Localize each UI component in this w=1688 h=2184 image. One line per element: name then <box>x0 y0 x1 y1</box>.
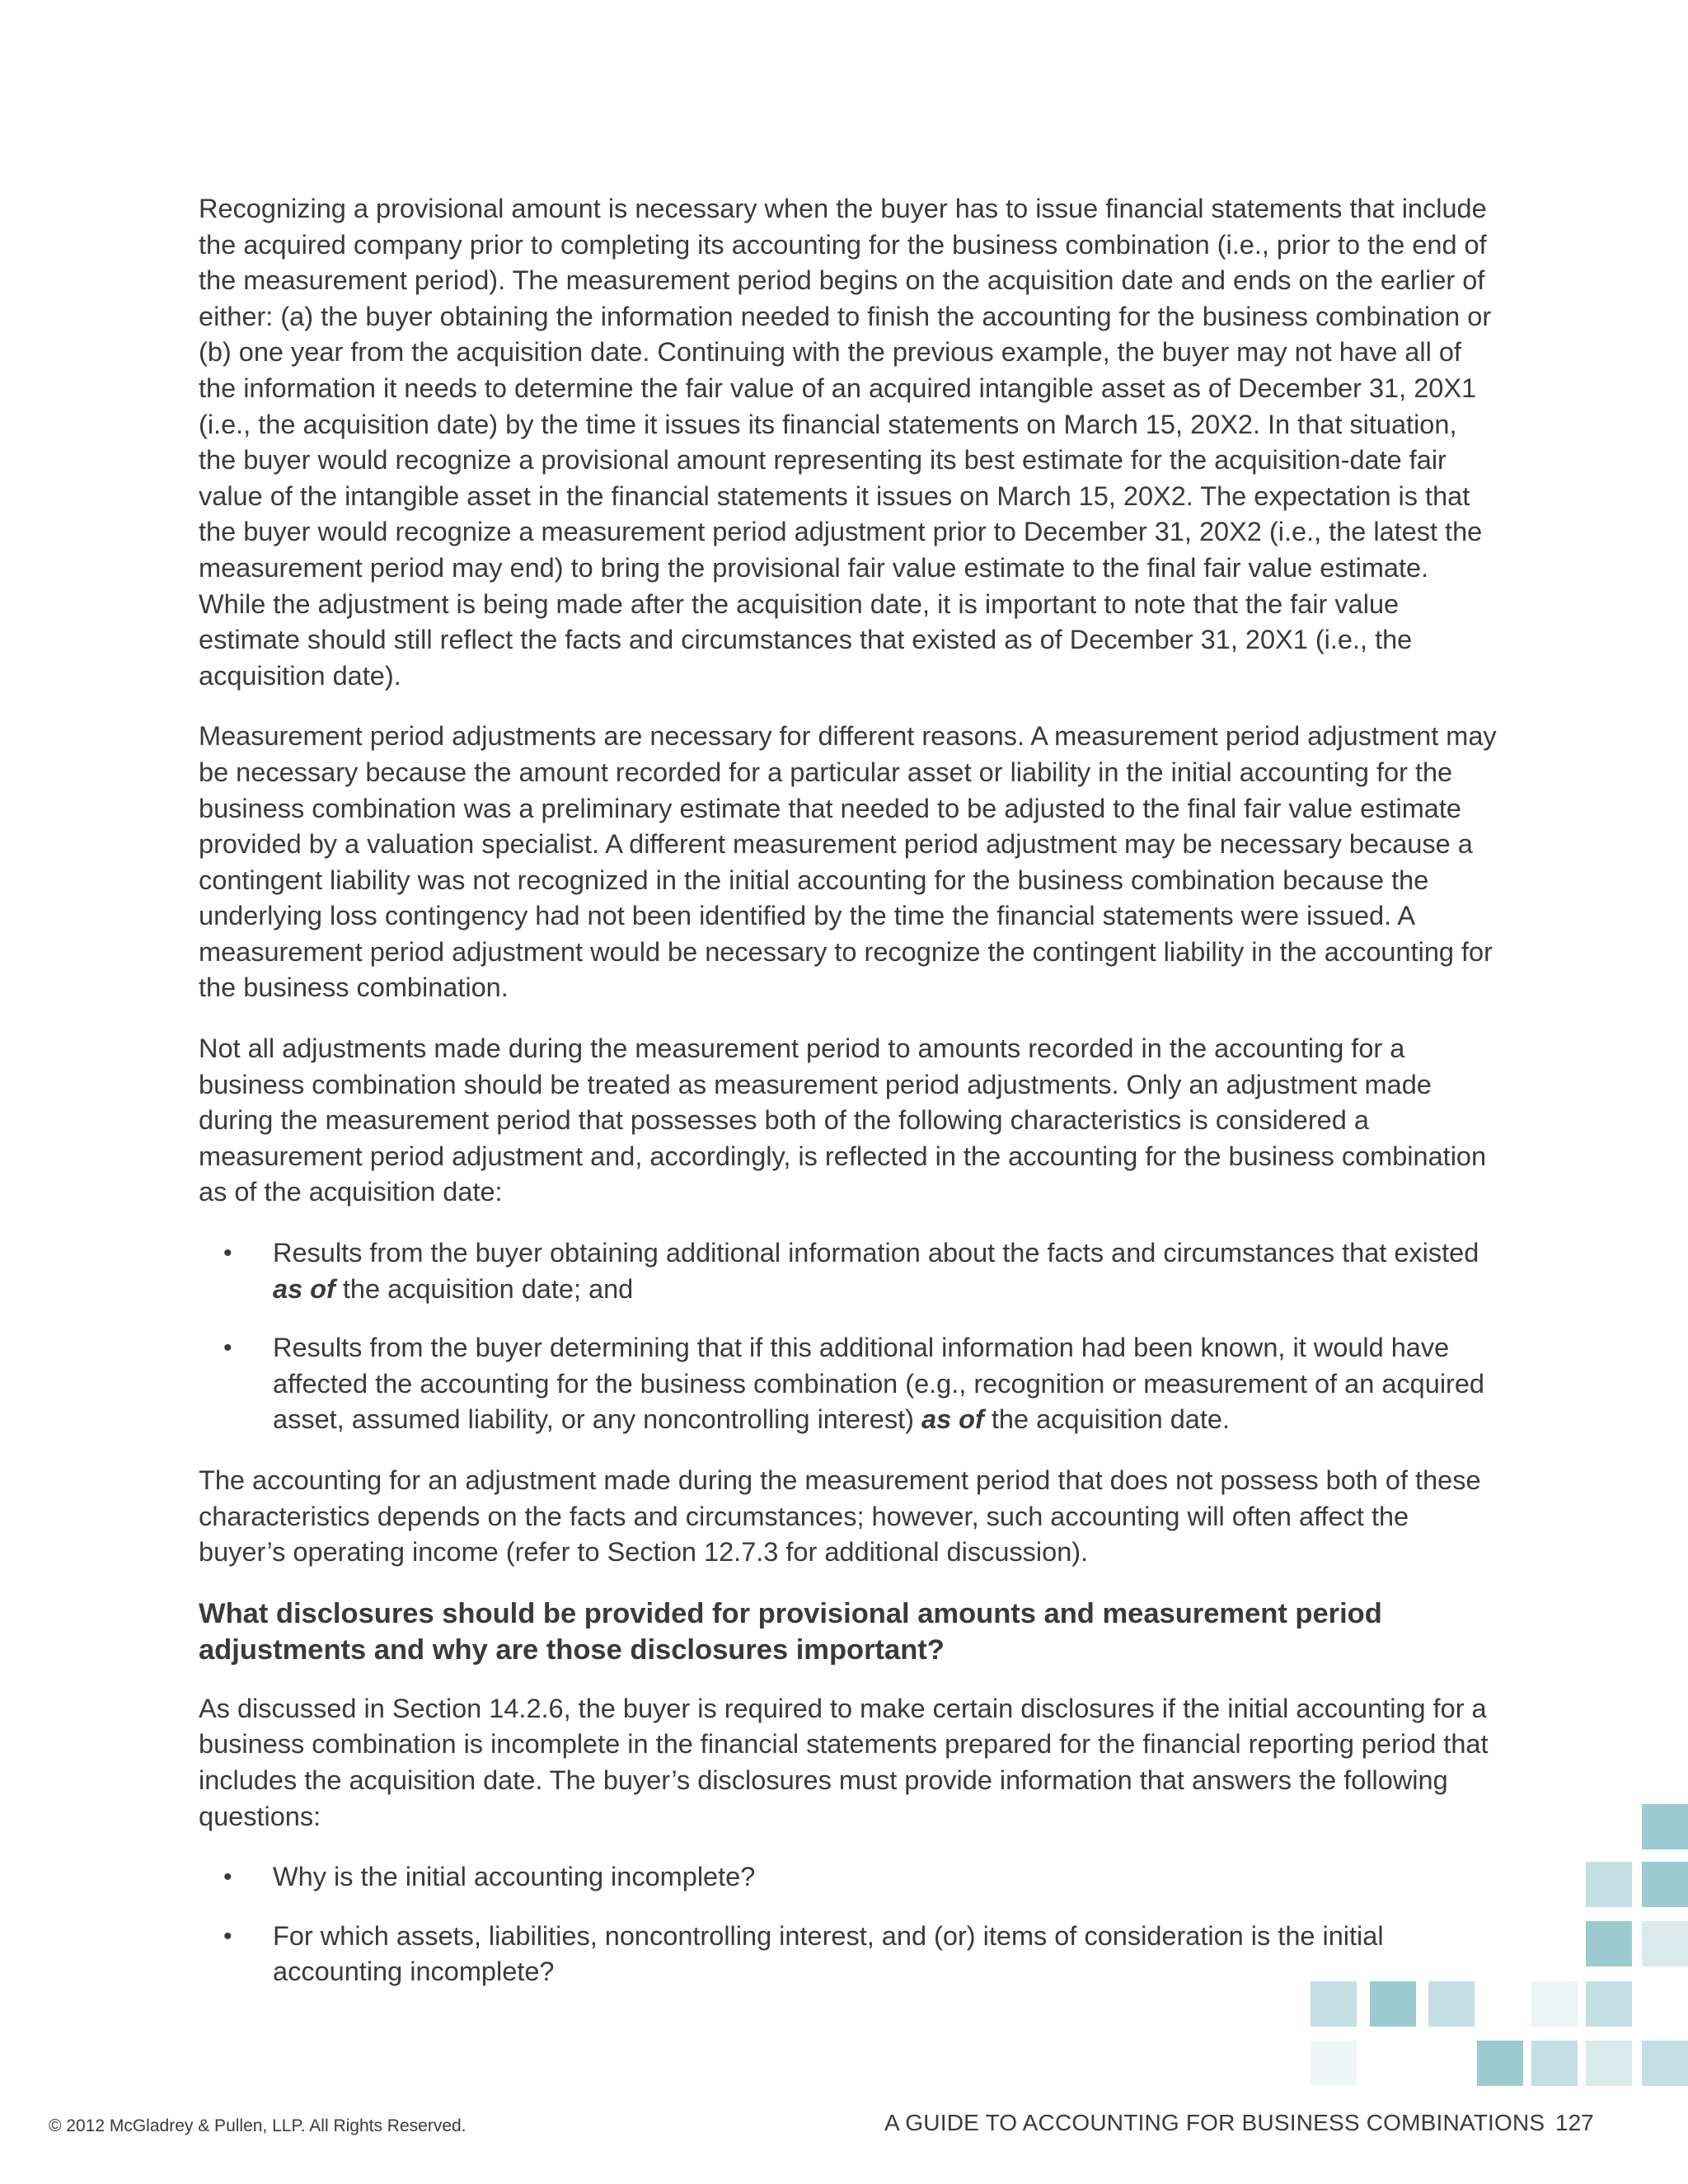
bullet-tail: the acquisition date. <box>983 1404 1230 1435</box>
list-item <box>199 1330 1501 1438</box>
decorative-tile <box>1428 1981 1475 2027</box>
decorative-tile <box>1642 1862 1688 1907</box>
main-content <box>199 191 1501 2015</box>
decorative-tile <box>1586 1921 1632 1966</box>
bullet-emphasis: as of <box>273 1273 335 1304</box>
paragraph-not-all-adjustments: Not all adjustments made during the measurement period to amounts recorded in the accounting for a business combination should be treated as measurement period adjustments. Only an adjustment made during the measurement period that possesses both of the following characteristics is considered a measurement period adjustment and, accordingly, is reflected in the accounting for the business combination as of the acquisition date: <box>199 1033 1487 1207</box>
bullet-text: Results from the buyer determining that if this additional information had been known, it would have affected the accounting for the business combination (e.g., recognition or measurement of an acquired asset, assumed liability, or any noncontrolling interest) <box>273 1333 1485 1435</box>
footer-guide-title: A GUIDE TO ACCOUNTING FOR BUSINESS COMBINATIONS <box>884 2110 1545 2135</box>
paragraph-measurement-adjustments: Measurement period adjustments are necessary for different reasons. A measurement period adjustment may be necessary because the amount recorded for a particular asset or liability in the initial accounting for the business combination was a preliminary estimate that needed to be adjusted to the final fair value estimate provided by a valuation specialist. A different measurement period adjustment may be necessary because a contingent liability was not recognized in the initial accounting for the business combination because the underlying loss contingency had not been identified by the time the financial statements were issued. A measurement period adjustment would be necessary to recognize the contingent liability in the accounting for the business combination. <box>199 721 1497 1003</box>
page-number: 127 <box>1555 2110 1594 2135</box>
decorative-tile <box>1311 2041 1357 2086</box>
paragraph-provisional-amount: Recognizing a provisional amount is necessary when the buyer has to issue financial statements that include the acquired company prior to completing its accounting for the business combination (i.e., prior to the end of the measurement period). The measurement period begins on the acquisition date and ends on the earlier of either: (a) the buyer obtaining the information needed to finish the accounting for the business combination or (b) one year from the acquisition date. Continuing with the previous example, the buyer may not have all of the information it needs to determine the fair value of an acquired intangible asset as of December 31, 20X1 (i.e., the acquisition date) by the time it issues its financial statements on March 15, 20X2. In that situation, the buyer would recognize a provisional amount representing its best estimate for the acquisition-date fair value of the intangible asset in the financial statements it issues on March 15, 20X2. The expectation is that the buyer would recognize a measurement period adjustment prior to December 31, 20X2 (i.e., the latest the measurement period may end) to bring the provisional fair value estimate to the final fair value estimate. While the adjustment is being made after the acquisition date, it is important to note that the fair value estimate should still reflect the facts and circumstances that existed as of December 31, 20X1 (i.e., the acquisition date). <box>199 194 1492 691</box>
decorative-tile <box>1642 2041 1688 2086</box>
bullet-emphasis: as of <box>921 1404 984 1435</box>
bullet-icon: • <box>223 1863 232 1891</box>
decorative-tile <box>1531 1981 1578 2027</box>
list-item <box>199 1235 1501 1307</box>
paragraph-accounting-adjustment: The accounting for an adjustment made during the measurement period that does not possess both of these characteristics depends on the facts and circumstances; however, such accounting will often affect the buyer’s operating income (refer to Section 12.7.3 for additional discussion). <box>199 1465 1481 1568</box>
section-heading: What disclosures should be provided for provisional amounts and measurement period adjustments and why are those disclosures important? <box>199 1597 1382 1666</box>
decorative-tile <box>1642 1921 1688 1966</box>
decorative-tile <box>1370 1981 1416 2027</box>
list-item <box>199 1919 1501 1990</box>
bullet-icon: • <box>223 1334 232 1362</box>
decorative-tile <box>1531 2041 1578 2086</box>
questions-list <box>199 1859 1501 1990</box>
list-item <box>199 1859 1501 1896</box>
characteristics-list <box>199 1235 1501 1438</box>
bullet-icon: • <box>223 1240 232 1268</box>
decorative-tile <box>1586 1981 1632 2027</box>
bullet-text: For which assets, liabilities, noncontrolling interest, and (or) items of consideration is the initial accounting incomplete? <box>273 1920 1384 1987</box>
decorative-tile <box>1586 2041 1632 2086</box>
decorative-tile <box>1477 2041 1523 2086</box>
decorative-tile <box>1642 1804 1688 1849</box>
bullet-icon: • <box>223 1922 232 1950</box>
bullet-text: Results from the buyer obtaining additional information about the facts and circumstances that existed <box>273 1238 1479 1268</box>
decorative-tile <box>1586 1862 1632 1907</box>
footer-copyright: © 2012 McGladrey & Pullen, LLP. All Rights Reserved. <box>49 2116 467 2135</box>
decorative-tile <box>1311 1981 1357 2027</box>
bullet-tail: the acquisition date; and <box>335 1273 634 1304</box>
paragraph-disclosures: As discussed in Section 14.2.6, the buyer is required to make certain disclosures if the initial accounting for a business combination is incomplete in the financial statements prepared for the financial reporting period that includes the acquisition date. The buyer’s disclosures must provide information that answers the following questions: <box>199 1693 1489 1831</box>
bullet-text: Why is the initial accounting incomplete? <box>273 1862 756 1892</box>
